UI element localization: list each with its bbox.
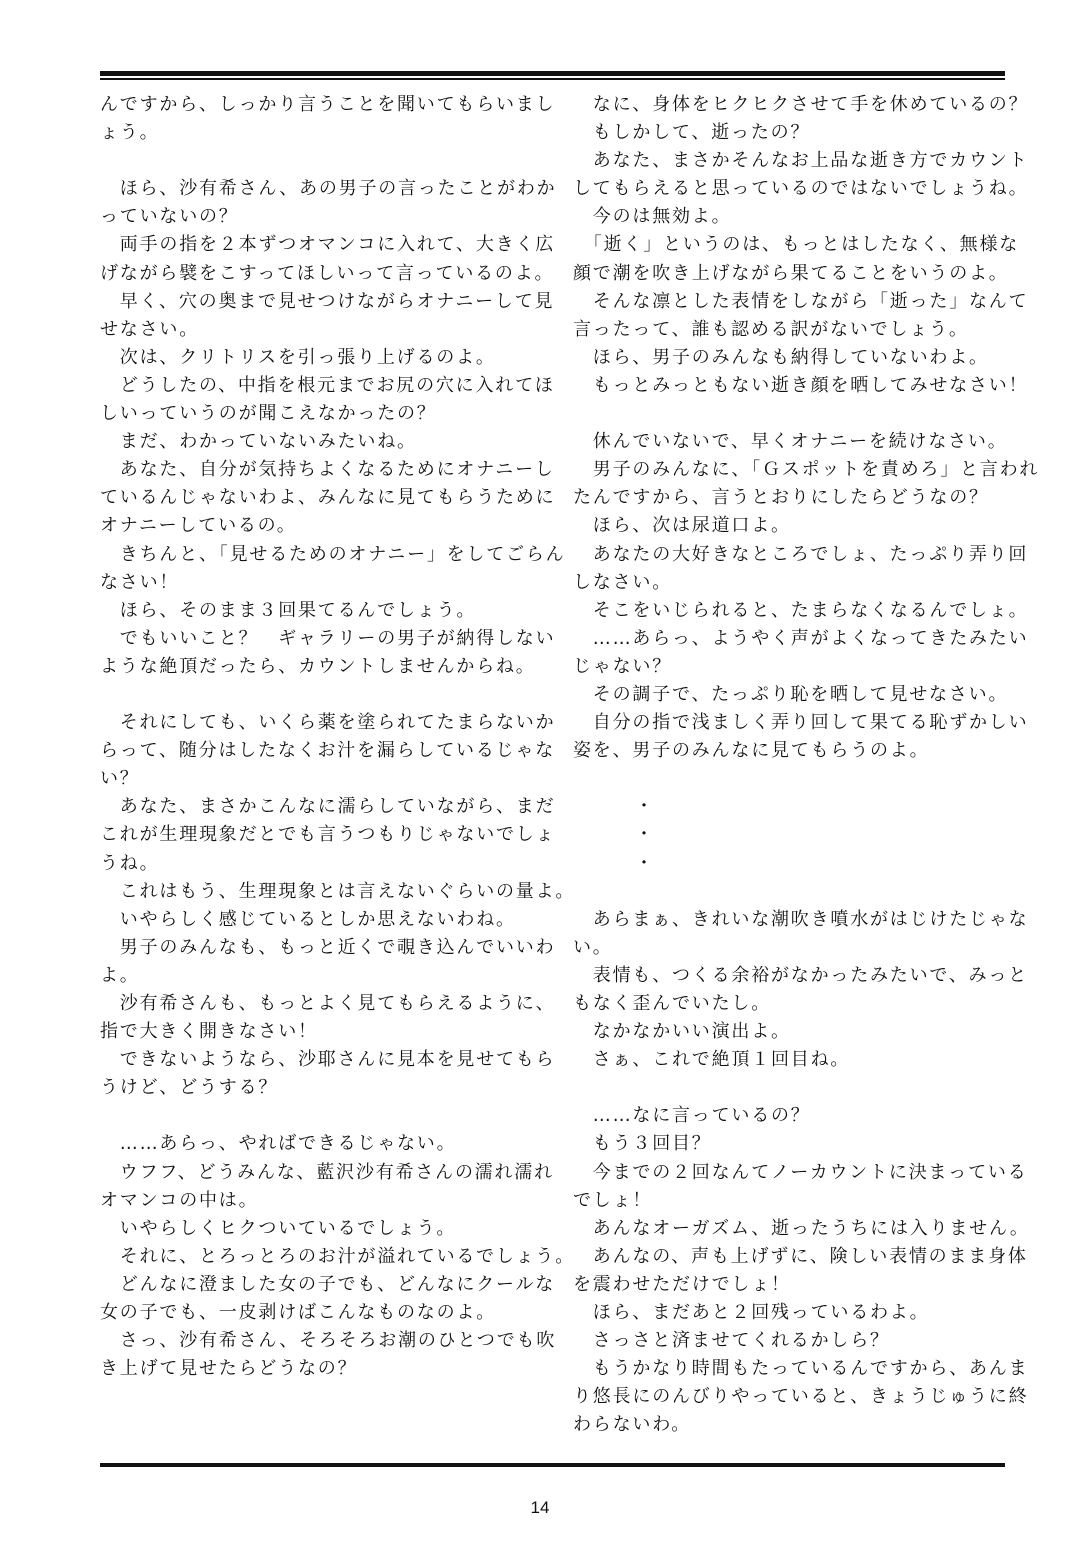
blank-line	[573, 878, 1023, 906]
text-line: してもらえると思っているのではないでしょうね。	[573, 178, 1029, 200]
text-line: もっとみっともない逝き顔を晒してみせなさい！	[573, 374, 1029, 396]
text-line: あなた、自分が気持ちよくなるためにオナニーし	[100, 459, 555, 481]
text-line: そんな凛とした表情をしながら「逝った」なんて	[573, 290, 1029, 312]
text-line: さっ、沙有希さん、そろそろお潮のひとつでも吹	[100, 1330, 557, 1352]
text-line: 顔で潮を吹き上げながら果てることをいうのよ。	[573, 262, 1009, 284]
text-line: 自分の指で浅ましく弄り回して果てる恥ずかしい	[573, 712, 1029, 734]
text-line: 男子のみんなに、「Ｇスポットを責めろ」と言われ	[573, 459, 1040, 481]
text-line: オマンコの中は。	[100, 1189, 259, 1211]
text-line: を震わせただけでしょ！	[573, 1273, 791, 1295]
text-line: 姿を、男子のみんなに見てもらうのよ。	[573, 740, 930, 762]
text-line: 沙有希さんも、もっとよく見てもらえるように、	[100, 993, 556, 1014]
text-line: 両手の指を２本ずつオマンコに入れて、大きく広	[100, 234, 556, 256]
text-line: 今までの２回なんてノーカウントに決まっている	[573, 1161, 1028, 1183]
ellipsis-dot: ・	[635, 796, 655, 818]
text-line: うけど、どうする？	[100, 1077, 279, 1099]
text-line: 次は、クリトリスを引っ張り上げるのよ。	[100, 346, 496, 368]
footer-rule	[100, 1463, 1005, 1467]
text-line: これはもう、生理現象とは言えないぐらいの量よ。	[100, 880, 576, 902]
text-line: それに、とろっとろのお汁が溢れているでしょう。	[100, 1245, 576, 1267]
text-line: ているんじゃないわよ、みんなに見てもらうために	[100, 487, 556, 509]
text-line: でしょ！	[573, 1189, 653, 1211]
text-line: 指で大きく開きなさい！	[100, 1021, 318, 1043]
left-text-column	[100, 91, 576, 1383]
text-line: き上げて見せたらどうなの？	[100, 1358, 358, 1380]
text-line: い。	[573, 936, 613, 958]
header-rule-thin	[100, 78, 1005, 80]
text-line: まだ、わかっていないみたいね。	[100, 431, 417, 453]
text-line: ほら、沙有希さん、あの男子の言ったことがわか	[100, 178, 557, 200]
text-line: ウフフ、どうみんな、藍沢沙有希さんの濡れ濡れ	[100, 1161, 554, 1183]
text-line: もう３回目？	[573, 1133, 712, 1155]
text-line: ょう。	[100, 122, 160, 144]
text-line: どうしたの、中指を根元までお尻の穴に入れてほ	[100, 374, 555, 396]
text-line: り悠長にのんびりやっていると、きょうじゅうに終	[573, 1386, 1029, 1408]
text-line: ほら、次は尿道口よ。	[573, 515, 791, 537]
text-line: あんなの、声も上げずに、険しい表情のまま身体	[573, 1245, 1028, 1267]
text-line: 言ったって、誰も認める訳がないでしょう。	[573, 318, 969, 340]
blank-line	[573, 765, 1023, 793]
blank-line	[573, 1074, 1023, 1102]
blank-line	[100, 681, 550, 709]
text-line: よ。	[100, 964, 140, 986]
text-line: さぁ、これで絶頂１回目ね。	[573, 1049, 851, 1071]
blank-line	[573, 400, 1023, 428]
text-line: 今のは無効よ。	[573, 206, 732, 228]
text-line: ……なに言っているの？	[573, 1105, 811, 1127]
text-line: でもいいこと？ ギャラリーの男子が納得しない	[100, 627, 556, 649]
text-line: しいっていうのが聞こえなかったの？	[100, 403, 437, 425]
text-line: いやらしく感じているとしか思えないわね。	[100, 908, 516, 930]
text-line: じゃない？	[573, 655, 672, 677]
text-line: ……あらっ、ようやく声がよくなってきたみたい	[573, 627, 1029, 649]
text-line: あなた、まさかこんなに濡らしていながら、まだ	[100, 796, 556, 818]
text-line: あなた、まさかそんなお上品な逝き方でカウント	[573, 150, 1029, 172]
text-line: なさい！	[100, 571, 180, 593]
text-line: なに、身体をヒクヒクさせて手を休めているの？	[573, 94, 1029, 115]
text-line: どんなに澄ました女の子でも、どんなにクールな	[100, 1273, 556, 1295]
text-line: オナニーしているの。	[100, 515, 297, 537]
text-line: ほら、そのまま３回果てるんでしょう。	[100, 599, 477, 621]
text-line: げながら襞をこすってほしいって言っているのよ。	[100, 262, 555, 284]
text-line: らって、随分はしたなくお汁を漏らしているじゃな	[100, 740, 556, 762]
text-line: 女の子でも、一皮剥けばこんなものなのよ。	[100, 1302, 496, 1324]
text-line: それにしても、いくら薬を塗られてたまらないか	[100, 712, 556, 734]
text-line: 表情も、つくる余裕がなかったみたいで、みっと	[573, 964, 1029, 986]
text-line: ほら、男子のみんなも納得していないわよ。	[573, 346, 989, 368]
text-line: わらないわ。	[573, 1414, 692, 1436]
text-line: きちんと、「見せるためのオナニー」をしてごらん	[100, 543, 566, 565]
text-line: なかなかいい演出よ。	[573, 1021, 791, 1043]
text-line: 「逝く」というのは、もっとはしたなく、無様な	[573, 234, 1020, 256]
text-line: あんなオーガズム、逝ったうちには入りません。	[573, 1217, 1030, 1239]
text-line: 休んでいないで、早くオナニーを続けなさい。	[573, 431, 1008, 453]
text-line: せなさい。	[100, 318, 199, 340]
text-line: 男子のみんなも、もっと近くで覗き込んでいいわ	[100, 936, 556, 958]
text-line: さっさと済ませてくれるかしら？	[573, 1330, 890, 1352]
text-line: ……あらっ、やればできるじゃない。	[100, 1133, 457, 1155]
text-line: もうかなり時間もたっているんですから、あんま	[573, 1358, 1029, 1380]
text-line: しなさい。	[573, 571, 672, 593]
text-line: できないようなら、沙耶さんに見本を見せてもら	[100, 1049, 556, 1071]
text-line: ような絶頂だったら、カウントしませんからね。	[100, 655, 536, 677]
text-line: ほら、まだあと２回残っているわよ。	[573, 1302, 930, 1324]
text-line: っていないの？	[100, 206, 239, 228]
text-line: もしかして、逝ったの？	[573, 122, 811, 144]
blank-line	[100, 147, 550, 175]
text-line: んですから、しっかり言うことを聞いてもらいまし	[100, 94, 556, 115]
right-text-column	[573, 91, 1040, 1440]
text-line: たんですから、言うとおりにしたらどうなの？	[573, 487, 989, 509]
text-line: あらまぁ、きれいな潮吹き噴水がはじけたじゃな	[573, 908, 1029, 930]
page-number: 14	[530, 1498, 550, 1517]
header-rule-thick	[100, 71, 1005, 76]
blank-line	[100, 1102, 550, 1130]
text-line: うね。	[100, 852, 160, 874]
text-line: これが生理現象だとでも言うつもりじゃないでしょ	[100, 824, 556, 846]
text-line: いやらしくヒクついているでしょう。	[100, 1217, 457, 1239]
text-line: そこをいじられると、たまらなくなるんでしょ。	[573, 599, 1029, 621]
text-line: 早く、穴の奥まで見せつけながらオナニーして見	[100, 290, 555, 312]
text-line: あなたの大好きなところでしょ、たっぷり弄り回	[573, 543, 1029, 565]
text-line: もなく歪んでいたし。	[573, 993, 771, 1014]
text-line: その調子で、たっぷり恥を晒して見せなさい。	[573, 683, 1009, 705]
ellipsis-dot: ・	[635, 824, 655, 846]
text-line: い？	[100, 768, 140, 790]
ellipsis-dot: ・	[635, 852, 655, 874]
